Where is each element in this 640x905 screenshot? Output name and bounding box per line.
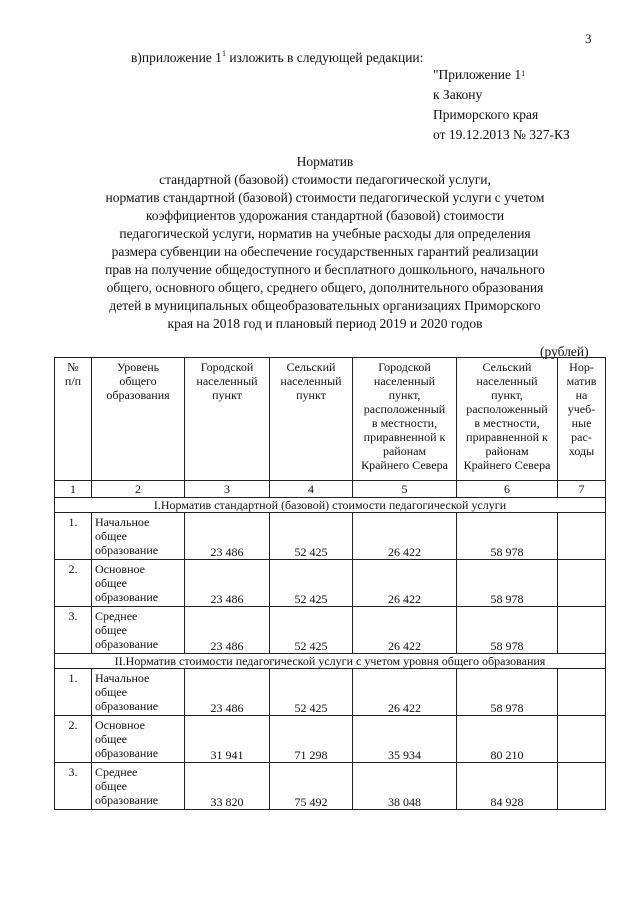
column-header: Городской населенный пункт: [185, 358, 270, 481]
document-title: Норматив стандартной (базовой) стоимости педагогической услуги, норматив стандартной (базовой) стоимости педагогической услуги с учетом коэффициентов удорожания стандартной (базовой) стоимости педагогической услуги, норматив на учебные расходы для определения размера субвенции на обеспечение государственных гарантий реализации прав на получение общедоступного и бесплатного дошкольного, начального общего, основного общего, среднего общего, дополнительного образования детей в муниципальных общеобразовательных организациях Приморского края на 2018 год и плановый период 2019 и 2020 годов: [105, 154, 545, 331]
table-row: [55, 763, 606, 810]
section-title-row: [55, 498, 606, 513]
education-level: Начальное общее образование: [92, 513, 185, 560]
table-header-row: [55, 358, 606, 481]
column-header: № п/п: [55, 358, 92, 481]
section-title-row: [55, 654, 606, 669]
table-row: [55, 669, 606, 716]
row-number: 2.: [55, 716, 92, 763]
value-cell: 52 425: [270, 560, 353, 607]
intro-text: в)приложение $1^1$ изложить в следующей редакции:: [131, 49, 424, 65]
column-header: Городской населенный пункт, расположенный в местности, приравненной к районам Крайнего Севера: [353, 358, 457, 481]
norms-table: [54, 357, 606, 810]
column-header: Нор- матив на учеб- ные рас- ходы: [558, 358, 606, 481]
education-level: Основное общее образование: [92, 560, 185, 607]
row-number: 1.: [55, 513, 92, 560]
column-number: 6: [457, 481, 558, 498]
value-cell: 26 422: [353, 560, 457, 607]
column-header: Сельский населенный пункт, расположенный в местности, приравненной к районам Крайнего Севера: [457, 358, 558, 481]
value-cell: 80 210: [457, 716, 558, 763]
education-level: Начальное общее образование: [92, 669, 185, 716]
value-cell: [558, 716, 606, 763]
section-title: II.Норматив стоимости педагогической услуги с учетом уровня общего образования: [55, 654, 606, 669]
value-cell: 26 422: [353, 669, 457, 716]
value-cell: 58 978: [457, 607, 558, 654]
value-cell: 31 941: [185, 716, 270, 763]
column-number: 7: [558, 481, 606, 498]
value-cell: 71 298: [270, 716, 353, 763]
column-number: 5: [353, 481, 457, 498]
column-header: Сельский населенный пункт: [270, 358, 353, 481]
value-cell: [558, 669, 606, 716]
table-row: [55, 513, 606, 560]
education-level: Среднее общее образование: [92, 607, 185, 654]
education-level: Среднее общее образование: [92, 763, 185, 810]
value-cell: 23 486: [185, 513, 270, 560]
value-cell: 35 934: [353, 716, 457, 763]
column-number: 3: [185, 481, 270, 498]
value-cell: 38 048: [353, 763, 457, 810]
row-number: 3.: [55, 763, 92, 810]
row-number: 2.: [55, 560, 92, 607]
value-cell: 23 486: [185, 560, 270, 607]
column-number: 2: [92, 481, 185, 498]
value-cell: 58 978: [457, 513, 558, 560]
column-numbers-row: [55, 481, 606, 498]
page-number: 3: [585, 31, 592, 46]
value-cell: [558, 513, 606, 560]
value-cell: 23 486: [185, 669, 270, 716]
education-level: Основное общее образование: [92, 716, 185, 763]
currency-unit: (рублей): [540, 344, 589, 359]
value-cell: 75 492: [270, 763, 353, 810]
appendix-reference: "Приложение $1^1$ к Закону Приморского края от 19.12.2013 № 327-КЗ: [433, 67, 570, 142]
row-number: 3.: [55, 607, 92, 654]
value-cell: 33 820: [185, 763, 270, 810]
value-cell: 26 422: [353, 513, 457, 560]
table-row: [55, 560, 606, 607]
value-cell: 26 422: [353, 607, 457, 654]
value-cell: 52 425: [270, 607, 353, 654]
value-cell: 84 928: [457, 763, 558, 810]
value-cell: 58 978: [457, 669, 558, 716]
table-row: [55, 716, 606, 763]
section-title: I.Норматив стандартной (базовой) стоимости педагогической услуги: [55, 498, 606, 513]
value-cell: 52 425: [270, 669, 353, 716]
column-number: 1: [55, 481, 92, 498]
table-row: [55, 607, 606, 654]
value-cell: 23 486: [185, 607, 270, 654]
column-header: Уровень общего образования: [92, 358, 185, 481]
value-cell: [558, 763, 606, 810]
value-cell: [558, 607, 606, 654]
row-number: 1.: [55, 669, 92, 716]
value-cell: 58 978: [457, 560, 558, 607]
column-number: 4: [270, 481, 353, 498]
value-cell: 52 425: [270, 513, 353, 560]
value-cell: [558, 560, 606, 607]
